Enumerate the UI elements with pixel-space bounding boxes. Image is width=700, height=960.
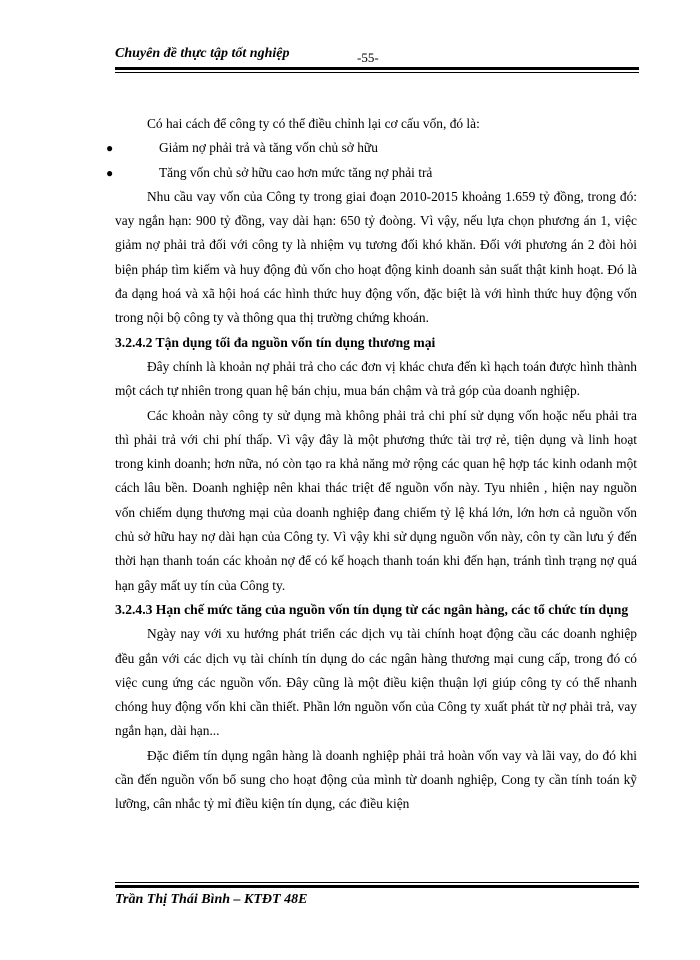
page-header (115, 46, 635, 68)
page-number: -55- (357, 50, 379, 65)
bullet-text: Giảm nợ phải trả và tăng vốn chủ sở hữu (159, 140, 378, 156)
document-body (106, 112, 637, 817)
bullet-list (106, 136, 637, 185)
bullet-icon: ● (106, 141, 114, 156)
intro-paragraph: Có hai cách để công ty có thể điều chỉnh lại cơ cấu vốn, đó là: (147, 116, 480, 131)
bullet-text: Tăng vốn chủ sở hữu cao hơn mức tăng nợ phải trả (159, 164, 433, 180)
footer-rule (115, 882, 639, 888)
footer-author: Trần Thị Thái Bình – KTĐT 48E (115, 892, 308, 907)
paragraph: Các khoản này công ty sử dụng mà không phải trả chi phí sử dụng vốn hoặc nếu phải tra thì phải trả với chi phí thấp. Vì vậy đây là một phương thức tài trợ rẻ, tiện dụng và linh hoạt trong kinh doanh; hơn nữa, nó còn tạo ra khả năng mở rộng các quan hệ hợp tác kinh odanh một cách lâu bền. Doanh nghiệp nên khai thác triệt để nguồn vốn này. Tyu nhiên , hiện nay nguồn vốn chiếm dụng thương mại của doanh nghiệp đang chiếm tỷ lệ khá lớn, lớn hơn cả nguồn vốn chủ sở hữu hay nợ dài hạn của Công ty. Vì vậy khi sử dụng nguồn vốn này, côn ty cần lưu ý đến thời hạn thanh toán các khoản nợ để có kế hoạch thanh toán khi đến hạn, tránh tình trạng nợ quá hạn gây mất uy tín của Công ty. (115, 407, 637, 593)
paragraph: Đặc điểm tín dụng ngân hàng là doanh nghiệp phải trả hoàn vốn vay và lãi vay, do đó khi cần đến nguồn vốn bổ sung cho hoạt động của mình từ doanh nghiệp, Cong ty cần tính toán kỹ lưỡng, cân nhắc tỷ mỉ điều kiện tín dụng, các điều kiện (115, 747, 637, 812)
paragraph: Nhu cầu vay vốn của Công ty trong giai đoạn 2010-2015 khoảng 1.659 tỷ đồng, trong đó: vay ngắn hạn: 900 tỷ đồng, vay dài hạn: 650 tỷ đoòng. Vì vậy, nếu lựa chọn phương án 1, việc giảm nợ phải trả đối với công ty là nhiệm vụ tương đối khó khăn. Đối với phương án 2 đòi hỏi biện pháp tìm kiếm và huy động đủ vốn cho hoạt động kinh doanh sản suất thật kinh hoạt. Đó là đa dạng hoá và xã hội hoá các hình thức huy động vốn, đặc biệt là với hình thức huy động vốn trong nội bộ công ty và thông qua thị trường chứng khoán. (115, 188, 637, 326)
bullet-icon: ● (106, 165, 114, 180)
header-title: Chuyên đề thực tập tốt nghiệp (115, 46, 290, 61)
section-heading: 3.2.4.3 Hạn chế mức tăng của nguồn vốn tín dụng từ các ngân hàng, các tổ chức tín dụng (115, 601, 629, 617)
bullet-item (106, 161, 637, 185)
section-heading: 3.2.4.2 Tận dụng tối đa nguồn vốn tín dụng thương mại (115, 334, 436, 350)
paragraph: Ngày nay với xu hướng phát triển các dịch vụ tài chính hoạt động cầu các doanh nghiệp đều gắn với các dịch vụ tài chính tín dụng do các ngân hàng thương mại cung cấp, trong đó có việc cung ứng các nguồn vốn. Đây cũng là một điều kiện thuận lợi giúp công ty có thể nhanh chóng huy động vốn khi cần thiết. Phần lớn nguồn vốn của Công ty xuất phát từ nợ phải trả, vay ngắn hạn, dài hạn... (115, 626, 637, 739)
header-rule (115, 67, 639, 73)
paragraph: Đây chính là khoản nợ phải trả cho các đơn vị khác chưa đến kì hạch toán được hình thành một cách tự nhiên trong quan hệ bán chịu, mua bán chậm và trả góp của doanh nghiệp. (115, 358, 637, 399)
bullet-item (106, 136, 637, 160)
